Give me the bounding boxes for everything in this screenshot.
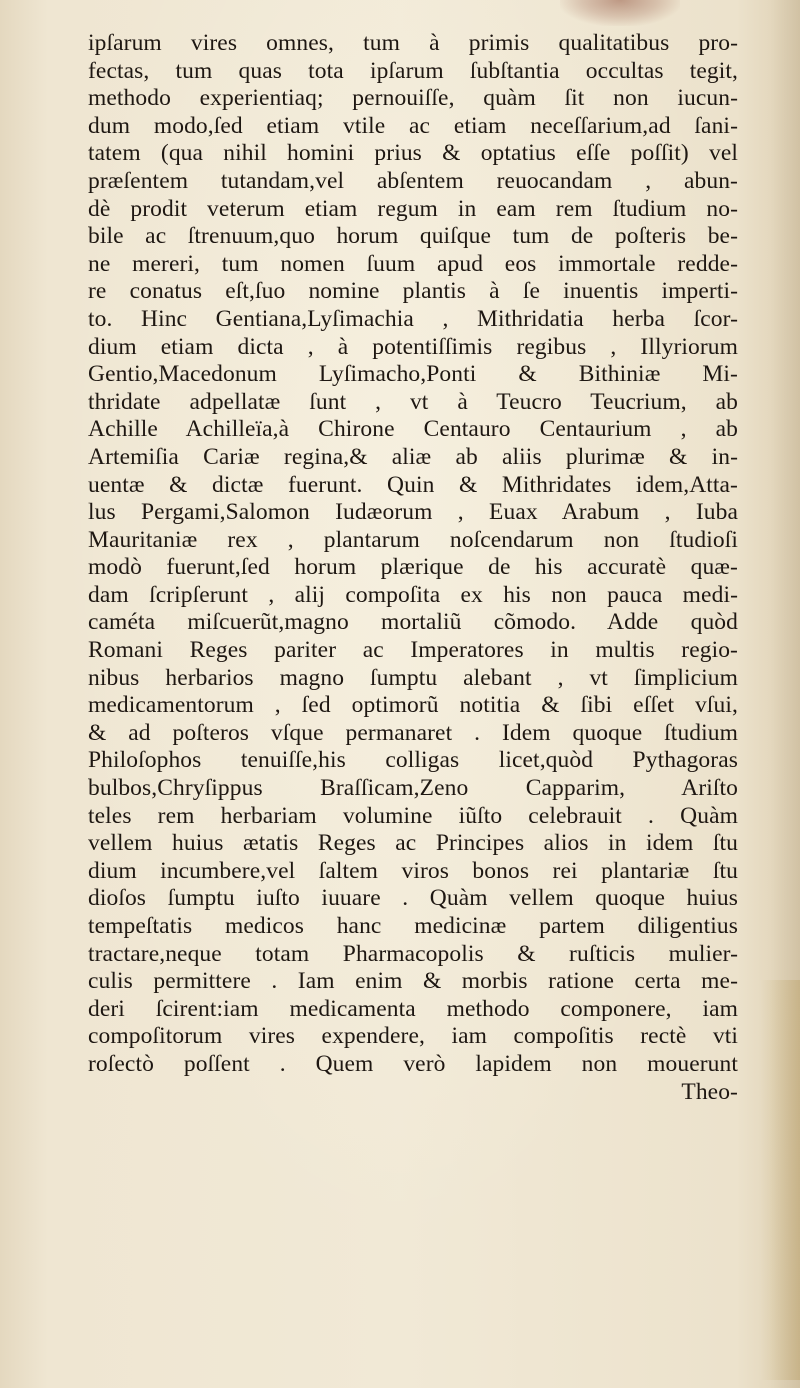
text-line: dam ſcripſerunt , alij compoſita ex his non pauca medi- xyxy=(88,581,738,608)
text-line: præſentem tutandam,vel abſentem reuocandam , abun- xyxy=(88,167,738,194)
text-line: culis permittere . Iam enim & morbis ratione certa me- xyxy=(88,968,738,995)
text-block xyxy=(88,30,738,1106)
text-line: tractare,neque totam Pharmacopolis & ruſticis mulier- xyxy=(88,940,738,967)
text-line: Philoſophos tenuiſſe,his colligas licet,quòd Pythagoras xyxy=(88,747,738,774)
text-line: dium incumbere,vel ſaltem viros bonos rei plantariæ ſtu xyxy=(88,857,738,884)
text-line: modò fuerunt,ſed horum plærique de his accuratè quæ- xyxy=(88,554,738,581)
text-line: Achille Achilleïa,à Chirone Centauro Centaurium , ab xyxy=(88,416,738,443)
text-line: methodo experientiaq; pernouiſſe, quàm ſit non iucun- xyxy=(88,85,738,112)
text-line: Artemiſia Cariæ regina,& aliæ ab aliis plurimæ & in- xyxy=(88,443,738,470)
text-line: vellem huius ætatis Reges ac Principes alios in idem ſtu xyxy=(88,830,738,857)
text-line: compoſitorum vires expendere, iam compoſitis rectè vti xyxy=(88,1023,738,1050)
text-line: Romani Reges pariter ac Imperatores in multis regio- xyxy=(88,637,738,664)
text-line: tempeſtatis medicos hanc medicinæ partem diligentius xyxy=(88,913,738,939)
text-line: uentæ & dictæ fuerunt. Quin & Mithridates idem,Atta- xyxy=(88,471,738,498)
text-line: dè prodit veterum etiam regum in eam rem ſtudium no- xyxy=(88,195,738,222)
text-line: medicamentorum , ſed optimorũ notitia & ſibi eſſet vſui, xyxy=(88,692,738,719)
text-line: teles rem herbariam volumine iũſto celebrauit . Quàm xyxy=(88,802,738,829)
text-line: bile ac ſtrenuum,quo horum quiſque tum de poſteris be- xyxy=(88,223,738,250)
text-line: to. Hinc Gentiana,Lyſimachia , Mithridatia herba ſcor- xyxy=(88,305,738,332)
text-line: nibus herbarios magno ſumptu alebant , vt ſimplicium xyxy=(88,664,738,691)
text-line: caméta miſcuerũt,magno mortaliũ cõmodo. Adde quòd xyxy=(88,609,738,636)
page-gutter-shadow xyxy=(770,0,800,1388)
text-line: deri ſcirent:iam medicamenta methodo componere, iam xyxy=(88,995,738,1022)
text-line: fectas, tum quas tota ipſarum ſubſtantia occultas tegit, xyxy=(88,57,738,84)
text-line: bulbos,Chryſippus Braſſicam,Zeno Capparim, Ariſto xyxy=(88,775,738,802)
text-line: Mauritaniæ rex , plantarum noſcendarum non ſtudioſi xyxy=(88,526,738,553)
text-line: dum modo,ſed etiam vtile ac etiam neceſſarium,ad ſani- xyxy=(88,112,738,139)
paper-stain xyxy=(560,0,680,26)
catchword: Theo- xyxy=(681,1078,738,1105)
text-line: tatem (qua nihil homini prius & optatius eſſe poſſit) vel xyxy=(88,140,738,167)
text-line: ne mereri, tum nomen ſuum apud eos immortale redde- xyxy=(88,250,738,277)
text-line: re conatus eſt,ſuo nomine plantis à ſe inuentis imperti- xyxy=(88,278,738,305)
text-line: Gentio,Macedonum Lyſimacho,Ponti & Bithiniæ Mi- xyxy=(88,361,738,388)
text-line: dium etiam dicta , à potentiſſimis regibus , Illyriorum xyxy=(88,333,738,360)
text-line: lus Pergami,Salomon Iudæorum , Euax Arabum , Iuba xyxy=(88,499,738,526)
text-line: dioſos ſumptu iuſto iuuare . Quàm vellem quoque huius xyxy=(88,885,738,912)
text-line: thridate adpellatæ ſunt , vt à Teucro Teucrium, ab xyxy=(88,388,738,415)
text-line: roſectò poſſent . Quem verò lapidem non mouerunt xyxy=(88,1050,738,1077)
text-line: & ad poſteros vſque permanaret . Idem quoque ſtudium xyxy=(88,719,738,746)
text-line: ipſarum vires omnes, tum à primis qualitatibus pro- xyxy=(88,30,738,56)
